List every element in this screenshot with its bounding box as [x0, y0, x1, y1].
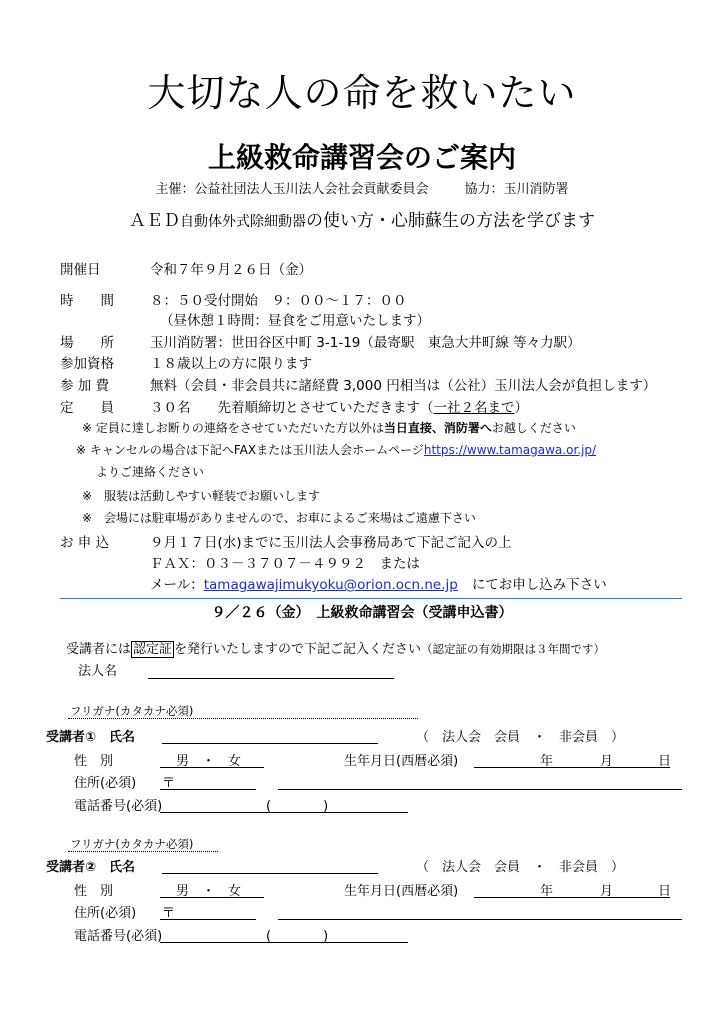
person1-label: 受講者① 氏名 — [46, 730, 136, 745]
place-value: 玉川消防署：世田谷区中町 3-1-19（最寄駅 東急大井町線 等々力駅） — [150, 335, 581, 351]
person1-month: 月 — [600, 754, 614, 769]
intro-box: 認定証 — [133, 642, 173, 657]
form-title: ９／２６（金） 上級救命講習会（受講申込書） — [211, 605, 513, 621]
note-refusal-bold: 当日直接、消防署へ — [383, 421, 492, 435]
person1-day: 日 — [658, 754, 672, 769]
person1-member-opts[interactable]: （ 法人会 会員 ・ 非会員 ） — [416, 730, 625, 745]
note-refusal — [82, 419, 576, 436]
person2-year: 年 — [540, 884, 554, 899]
time-value: ８：５０受付開始 ９：００～１７：００ — [150, 293, 407, 309]
capacity-limit: 一社２名まで — [433, 400, 515, 416]
fee-row — [60, 374, 656, 394]
time-note: （昼休憩１時間：昼食をご用意いたします） — [160, 313, 430, 329]
homepage-link[interactable]: https://www.tamagawa.or.jp/ — [423, 443, 597, 457]
sub-title: 上級救命講習会のご案内 — [207, 141, 516, 174]
person2-gender-label: 性 別 — [74, 884, 114, 899]
fee-value: 無料（会員・非会員共に諸経費 3,000 円相当は（公社）玉川法人会が負担します） — [150, 378, 657, 394]
capacity-close: ） — [514, 400, 528, 416]
aed-heading — [0, 206, 724, 231]
person2-month: 月 — [600, 884, 614, 899]
furigana-line-2[interactable] — [68, 851, 218, 852]
cooperation: 協力：玉川消防署 — [464, 182, 569, 197]
section-divider — [60, 598, 682, 599]
person2-day: 日 — [658, 884, 672, 899]
capacity-label: 定 員 — [60, 400, 114, 416]
intro-post: を発行いたしますので下記ご記入ください — [174, 642, 422, 657]
person1-gender-label: 性 別 — [74, 754, 114, 769]
person1-gender-line — [160, 767, 264, 768]
note-cancel-cont: よりご連絡ください — [96, 465, 205, 479]
person2-phone-line[interactable] — [160, 942, 408, 943]
apply-fax: ＦＡＸ：０３－３７０７－４９９２ または — [150, 556, 420, 572]
person1-address-label: 住所(必須) — [74, 776, 137, 791]
furigana-label-1: フリガナ(カタカナ必須) — [70, 704, 194, 718]
company-label: 法人名 — [78, 664, 118, 679]
person2-birth-label: 生年月日(西暦必須) — [344, 884, 459, 899]
fee-label: 参 加 費 — [60, 378, 110, 394]
note-refusal-post: お越しください — [491, 421, 576, 435]
person2-address-label: 住所(必須) — [74, 906, 137, 921]
date-value: 令和７年９月２６日（金） — [150, 262, 312, 278]
aed-rest: の使い方・心肺蘇生の方法を学びます — [306, 211, 595, 231]
time-label: 時 間 — [60, 293, 114, 309]
mail-post: にてお申し込み下さい — [471, 577, 607, 593]
organizer: 主催：公益社団法人玉川法人会社会貢献委員会 — [155, 182, 429, 197]
person1-name-line[interactable] — [162, 743, 378, 744]
apply-line1: ９月１７日(水)までに玉川法人会事務局あて下記ご記入の上 — [150, 535, 512, 551]
person2-address-line[interactable] — [278, 919, 682, 920]
person1-year: 年 — [540, 754, 554, 769]
note-dress: ※ 服装は活動しやすい軽装でお願いします — [82, 489, 321, 503]
person2-phone-paren: ( ) — [266, 929, 329, 944]
mail-link[interactable]: tamagawajimukyoku@orion.ocn.ne.jp — [203, 577, 458, 593]
organizers — [0, 178, 724, 197]
person1-birth-line[interactable] — [474, 767, 670, 768]
form-intro — [66, 638, 605, 657]
place-label: 場 所 — [60, 335, 114, 351]
note-refusal-pre: ※ 定員に達しお断りの連絡をさせていただいた方以外は — [82, 421, 384, 435]
intro-small: （認定証の有効期限は３年間です） — [421, 642, 606, 656]
date-row — [60, 258, 312, 278]
person1-postal: 〒 — [162, 776, 176, 791]
apply-row — [60, 531, 512, 551]
note-parking: ※ 会場には駐車場がありませんので、お車によるご来場はご遠慮下さい — [82, 511, 476, 525]
person1-gender-opts[interactable]: 男 ・ 女 — [176, 754, 242, 769]
person2-gender-line — [160, 897, 264, 898]
intro-pre: 受講者には — [66, 642, 132, 657]
person1-phone-paren: ( ) — [266, 799, 329, 814]
person2-name-line[interactable] — [162, 873, 378, 874]
person1-birth-label: 生年月日(西暦必須) — [344, 754, 459, 769]
aed-small: 自動体外式除細動器 — [180, 214, 306, 230]
person2-member-opts[interactable]: （ 法人会 会員 ・ 非会員 ） — [416, 860, 625, 875]
date-label: 開催日 — [60, 262, 101, 278]
person2-phone-label: 電話番号(必須) — [74, 929, 163, 944]
qualification-row — [60, 352, 312, 372]
person1-phone-label: 電話番号(必須) — [74, 799, 163, 814]
note-cancel-pre: ※ キャンセルの場合は下記へFAXまたは玉川法人会ホームページ — [76, 443, 424, 457]
person1-postal-line[interactable] — [160, 789, 256, 790]
person2-birth-line[interactable] — [474, 897, 670, 898]
person1-phone-line[interactable] — [160, 812, 408, 813]
furigana-line-1[interactable] — [68, 718, 418, 719]
furigana-label-2: フリガナ(カタカナ必須) — [70, 837, 194, 851]
company-input-line[interactable] — [148, 678, 394, 679]
capacity-row — [60, 396, 528, 416]
mail-label: メール： — [150, 577, 204, 593]
place-row — [60, 331, 581, 351]
apply-mail — [150, 573, 607, 593]
time-row — [60, 289, 407, 309]
person2-postal-line[interactable] — [160, 919, 256, 920]
main-title: 大切な人の命を救いたい — [147, 71, 577, 115]
person2-postal: 〒 — [162, 906, 176, 921]
person1-address-line[interactable] — [278, 789, 682, 790]
capacity-value: ３０名 先着順締切とさせていただきます（ — [150, 400, 434, 416]
note-cancel — [76, 441, 596, 458]
aed-prefix: ＡＥＤ — [129, 211, 180, 231]
person2-label: 受講者② 氏名 — [46, 860, 136, 875]
apply-label: お 申 込 — [60, 535, 110, 551]
qualification-value: １８歳以上の方に限ります — [150, 356, 312, 372]
person2-gender-opts[interactable]: 男 ・ 女 — [176, 884, 242, 899]
qualification-label: 参加資格 — [60, 356, 114, 372]
